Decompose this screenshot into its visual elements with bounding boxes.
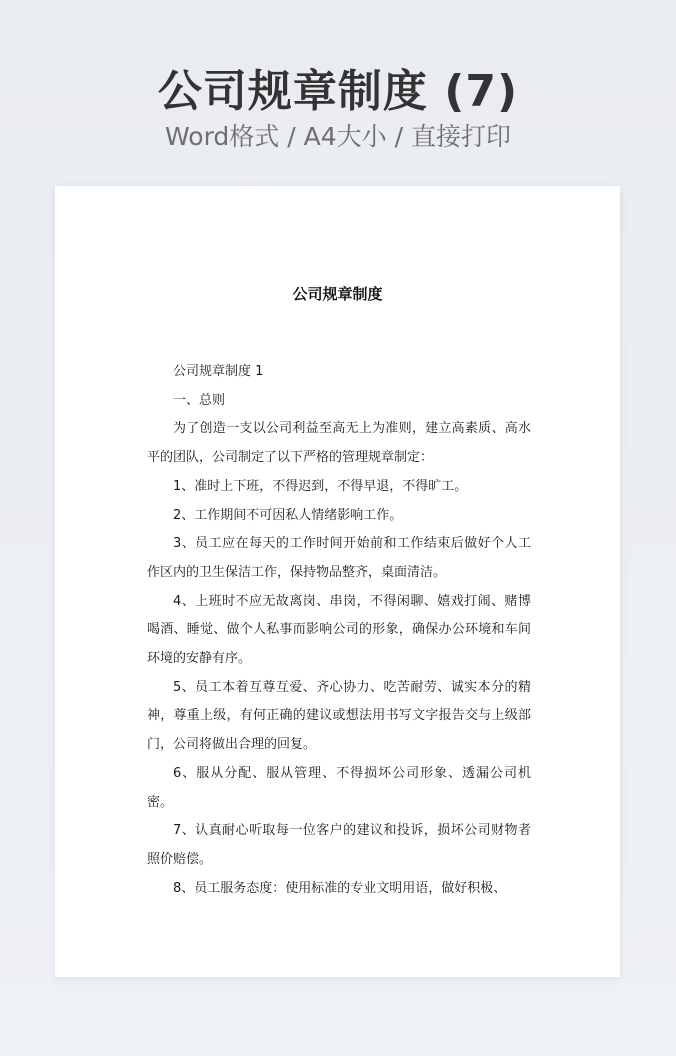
- paragraph-rule-4: 4、上班时不应无故离岗、串岗，不得闲聊、嬉戏打闹、赌博喝酒、睡觉、做个人私事而影响公司的形象，确保办公环境和车间环境的安静有序。: [147, 593, 531, 667]
- paragraph-section-heading: 公司规章制度 1: [173, 364, 264, 379]
- paragraph-rule-7: 7、认真耐心听取每一位客户的建议和投诉，损坏公司财物者照价赔偿。: [147, 823, 531, 867]
- paragraph-rule-5: 5、员工本着互尊互爱、齐心协力、吃苦耐劳、诚实本分的精神，尊重上级，有何正确的建议或想法用书写文字报告交与上级部门，公司将做出合理的回复。: [147, 679, 531, 753]
- paragraph-rule-1: 1、准时上下班，不得迟到，不得早退，不得旷工。: [173, 478, 468, 494]
- paragraph-rule-2: 2、工作期间不可因私人情绪影响工作。: [173, 507, 403, 523]
- paragraph-rule-8: 8、员工服务态度：使用标准的专业文明用语，做好积极、: [173, 880, 507, 896]
- paragraph-intro: 为了创造一支以公司利益至高无上为准则，建立高素质、高水平的团队，公司制定了以下严格的管理规章制定：: [147, 421, 531, 466]
- document-body: [147, 358, 531, 903]
- document-page: [55, 186, 620, 977]
- banner-subtitle: Word格式 / A4大小 / 直接打印: [165, 122, 511, 151]
- paragraph-rule-3: 3、员工应在每天的工作时间开始前和工作结束后做好个人工作区内的卫生保洁工作，保持物品整齐，桌面清洁。: [147, 536, 531, 580]
- paragraph-general-heading: 一、总则: [173, 392, 226, 408]
- document-title: 公司规章制度: [292, 285, 383, 303]
- paragraph-rule-6: 6、服从分配、服从管理、不得损坏公司形象、透漏公司机密。: [147, 765, 531, 810]
- banner-title: 公司规章制度 (7): [157, 66, 519, 117]
